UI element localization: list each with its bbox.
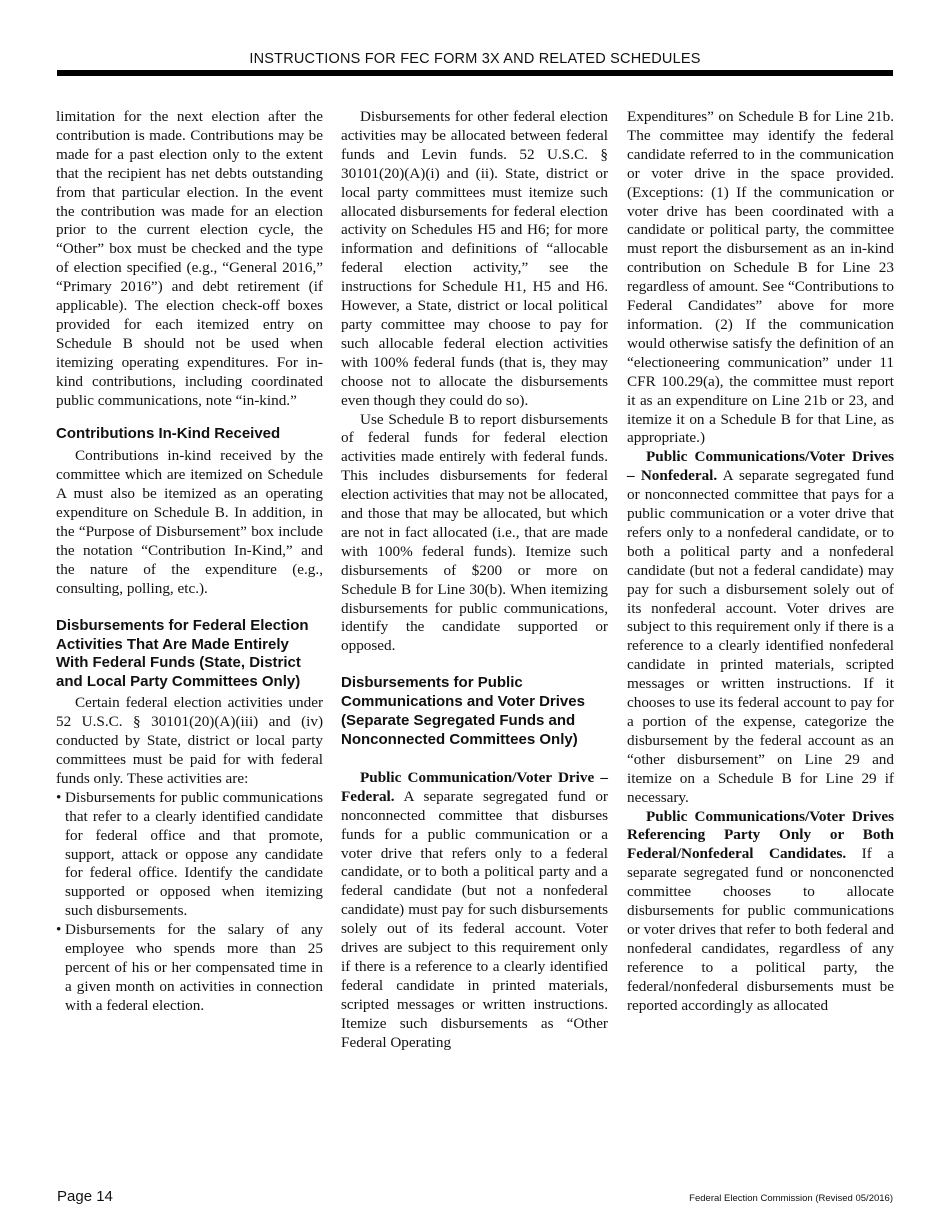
runin-voter-drive-federal: Public Communication/Voter Drive – Federal.	[341, 768, 608, 805]
runin-party-only: Public Communications/Voter Drives Referencing Party Only or Both Federal/Nonfederal Candidates.	[627, 807, 894, 863]
column-left	[56, 108, 323, 1016]
page-header-title: INSTRUCTIONS FOR FEC FORM 3X AND RELATED SCHEDULES	[249, 51, 701, 67]
heading-contributions-in-kind: Contributions In-Kind Received	[56, 424, 281, 442]
footer-source: Federal Election Commission (Revised 05/2016)	[689, 1193, 893, 1204]
heading-public-communications: Disbursements for Public Communications and Voter Drives (Separate Segregated Funds and Nonconnected Committees Only)	[341, 674, 585, 748]
activities-list	[56, 789, 323, 1016]
column-right	[627, 108, 894, 1016]
page-number: Page 14	[57, 1188, 113, 1205]
runin-voter-drive-nonfederal: Public Communications/Voter Drives – Nonfederal.	[627, 448, 894, 485]
paragraph-use-schedule-b: Use Schedule B to report disbursements of federal funds for federal election activities made entirely with federal funds. This includes disbursements for federal election activities that may not be allocated, and those that may be allocated, but which are not in fact allocated (i.e., that are made with 100% federal funds). Itemize such disbursements of $200 or more on Schedule B for Line 30(b). When itemizing disbursements for public communications, identify the candidate supported or opposed.	[341, 410, 608, 655]
paragraph-voter-drive-nonfederal: Public Communications/Voter Drives – Nonfederal. A separate segregated fund or nonconnected committee that pays for a public communication or a voter drive that refers only to a nonfederal candidate, or to both a political party and a nonfederal candidate (but not a federal candidate) may pay for such a disbursement solely out of its nonfederal account. Voter drives are subject to this requirement only if there is a reference to a clearly identified nonfederal candidate in printed materials, scripted messages or written instructions. If it chooses to use its federal account to pay for a portion of the expense, categorize the disbursement by the federal account as an “other disbursement” on Line 29 and itemize on a Schedule B for Line 29 if necessary.	[627, 448, 894, 806]
heading-fea-federal-funds: Disbursements for Federal Election Activities That Are Made Entirely With Federal Funds (State, District and Local Party Committees Only)	[56, 616, 309, 691]
paragraph-contribution-limits: limitation for the next election after the contribution is made. Contributions may be made for a past election only to the extent that the recipient has net debts outstanding from that particular election. In the event the contribution was made for an election prior to the current election cycle, the “Other” box must be checked and the type of election specified (e.g., “General 2016,” “Primary 2016”) and debt retirement (if applicable). The election check-off boxes provided for each itemized entry on Schedule B should not be used when itemizing operating expenditures. For in-kind contributions, including coordinated public communications, note “in-kind.”	[56, 108, 323, 409]
header-rule	[57, 70, 893, 76]
paragraph-in-kind-received: Contributions in-kind received by the committee which are itemized on Schedule A must also be itemized as an operating expenditure on Schedule B. In addition, in the “Purpose of Disbursement” box include the notation “Contribution In-Kind,” and the nature of the expenditure (e.g., consulting, polling, etc.).	[56, 447, 323, 597]
paragraph-fea-activities: Certain federal election activities under 52 U.S.C. § 30101(20)(A)(iii) and (iv) conducted by State, district or local party committees must be paid for with federal funds only. These activities are:	[56, 694, 323, 787]
column-middle	[341, 108, 608, 1053]
paragraph-party-only: Public Communications/Voter Drives Referencing Party Only or Both Federal/Nonfederal Candidates. If a separate segregated fund or nonconencted committee chooses to allocate disbursements for public communications or voter drives that refer to both federal and nonfederal candidates, regardless of any reference to a political party, the federal/nonfederal disbursements must be reported accordingly as allocated	[627, 807, 895, 1014]
list-item: • Disbursements for public communications that refer to a clearly identified candidate for federal office and that promote, support, attack or oppose any candidate for federal office. Identify the candidate supported or opposed when itemizing such disbursements.	[56, 789, 323, 921]
paragraph-exceptions: Expenditures” on Schedule B for Line 21b. The committee may identify the federal candidate referred to in the communication or voter drive in the space provided. (Exceptions: (1) If the communication or voter drive has been coordinated with a candidate or political party, the committee must report the disbursement as an in-kind contribution on Schedule B for Line 23 regardless of amount. See “Contributions to Federal Candidates” above for more information. (2) If the communication would otherwise satisfy the definition of an “electioneering communication” under 11 CFR 100.29(a), the committee must report it as an expenditure on Line 21b or 23, and itemize it on a Schedule B for that Line, as appropriate.)	[627, 108, 894, 447]
paragraph-levin-allocation: Disbursements for other federal election activities may be allocated between federal funds and Levin funds. 52 U.S.C. § 30101(20)(A)(i) and (ii). State, district or local party committees must itemize such allocated disbursements for federal election activity on Schedules H5 and H6; for more information and definitions of “allocable federal election activity,” see the instructions for Schedule H1, H5 and H6. However, a State, district or local political party committee may choose to pay for such allocable federal election activities with 100% federal funds (that is, they may choose not to allocate the disbursements even though they could do so).	[341, 108, 608, 409]
paragraph-voter-drive-federal: Public Communication/Voter Drive – Federal. A separate segregated fund or nonconnected committee that disburses funds for a public communication or a voter drive that refers only to a federal candidate, or to both a political party and a federal candidate (but not a nonfederal candidate) must pay for such disbursements solely out of its federal account. Voter drives are subject to this requirement only if there is a reference to a clearly identified federal candidate in printed materials, scripted messages or written instructions. Itemize such disbursements as “Other Federal Operating	[341, 768, 608, 1051]
list-item: • Disbursements for the salary of any employee who spends more than 25 percent of his or her compensated time in a given month on activities in connection with a federal election.	[56, 921, 323, 1016]
